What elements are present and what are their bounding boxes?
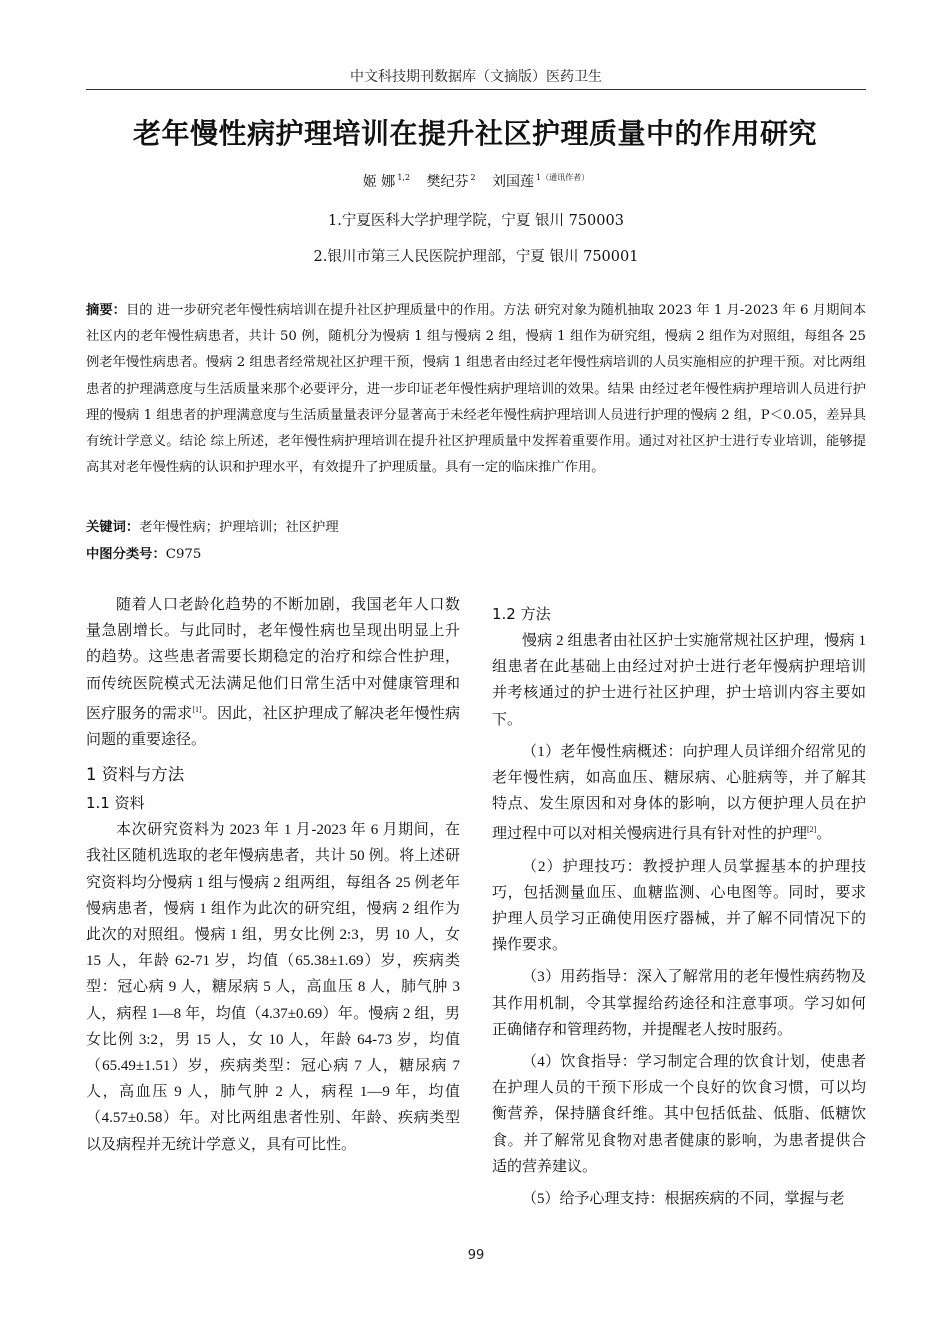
header-rule: [86, 89, 866, 90]
left-column: [86, 592, 460, 1158]
training-item-3: （3）用药指导：深入了解常用的老年慢性病药物及其作用机制，令其掌握给药途径和注意事项。学习如何正确储存和管理药物，并提醒老人按时服药。: [492, 969, 866, 1038]
keywords-text: 老年慢性病；护理培训；社区护理: [139, 520, 339, 535]
training-item-4: （4）饮食指导：学习制定合理的饮食计划，使患者在护理人员的干预下形成一个良好的饮食习惯，可以均衡营养，保持膳食纤维。其中包括低盐、低脂、低糖饮食。并了解常见食物对患者健康的影响，为患者提供合适的营养建议。: [492, 1054, 866, 1175]
abstract: [86, 298, 866, 481]
training-item-5: （5）给予心理支持：根据疾病的不同，掌握与老: [522, 1191, 845, 1208]
training-item-1: （1）老年慢性病概述：向护理人员详细介绍常见的老年慢性病，如高血压、糖尿病、心脏病等，并了解其特点、发生原因和对身体的影响，以方便护理人员在护理过程中可以对相关慢病进行具有针对性的护理[2]。: [492, 743, 866, 843]
affiliation-2: 2.银川市第三人民医院护理部，宁夏 银川 750001: [313, 249, 639, 265]
methods-paragraph: 慢病 2 组患者由社区护士实施常规社区护理，慢病 1 组患者在此基础上由经过对护士进行老年慢病护理培训并考核通过的护士进行社区护理，护士培训内容主要如下。: [492, 633, 866, 728]
subsection-heading-1-1: 1.1 资料: [86, 794, 145, 813]
author-1: 姬 娜 $^{1,2}$: [362, 173, 411, 190]
affiliation-1: 1.宁夏医科大学护理学院，宁夏 银川 750003: [328, 213, 624, 229]
author-list: [86, 171, 866, 191]
materials-paragraph: 本次研究资料为 2023 年 1 月-2023 年 6 月期间，在我社区随机选取的老年慢病患者，共计 50 例。将上述研究资料均分慢病 1 组与慢病 2 组两组，每组各 25 例老年慢病患者，慢病 1 组作为此次的研究组，慢病 2 组作为此次的对照组。慢病 1 组，男女比例 2:3，男 10 人，女 15 人，年龄 62-71 岁，均值（65.38±1.69）岁，疾病类型：冠心病 9 人，糖尿病 5 人，高血压 8 人，肺气肿 3 人，病程 1—8 年，均值（4.37±0.69）年。慢病 2 组，男女比例 3:2，男 15 人，女 10 人，年龄 64-73 岁，均值（65.49±1.51）岁，疾病类型：冠心病 7 人，糖尿病 7 人，高血压 9 人，肺气肿 2 人，病程 1—9 年，均值（4.57±0.58）年。对比两组患者性别、年龄、疾病类型以及病程并无统计学意义，具有可比性。: [86, 822, 460, 1153]
citation-ref-1: [1]: [192, 704, 202, 714]
paper-title: 老年慢性病护理培训在提升社区护理质量中的作用研究: [132, 117, 817, 150]
clc-number: [86, 543, 866, 562]
author-3: 刘国莲 $^{1(通讯作者)}$: [492, 173, 590, 190]
right-column: [492, 602, 866, 1212]
journal-header: 中文科技期刊数据库（文摘版）医药卫生: [350, 69, 602, 85]
citation-ref-2: [2]: [807, 825, 817, 835]
keywords-label: 关键词：: [86, 520, 140, 535]
keywords: [86, 516, 866, 535]
page-number: 99: [467, 1248, 485, 1263]
author-2: 樊纪芬 $^2$: [426, 173, 476, 190]
intro-paragraph: 随着人口老龄化趋势的不断加剧，我国老年人口数量急剧增长。与此同时，老年慢性病也呈现出明显上升的趋势。这些患者需要长期稳定的治疗和综合性护理，而传统医院模式无法满足他们日常生活中对健康管理和医疗服务的需求[1]。因此，社区护理成了解决老年慢性病问题的重要途径。: [86, 597, 460, 749]
abstract-label: 摘要：: [86, 303, 126, 318]
training-item-2: （2）护理技巧：教授护理人员掌握基本的护理技巧，包括测量血压、血糖监测、心电图等。同时，要求护理人员学习正确使用医疗器械，并了解不同情况下的操作要求。: [492, 858, 866, 954]
clc-label: 中图分类号：: [86, 547, 166, 562]
section-heading-1: 1 资料与方法: [86, 765, 185, 785]
subsection-heading-1-2: 1.2 方法: [492, 605, 551, 623]
abstract-text: 目的 进一步研究老年慢性病培训在提升社区护理质量中的作用。方法 研究对象为随机抽取 2023 年 1 月-2023 年 6 月期间本社区内的老年慢性病患者，共计 50 例，随机分为慢病 1 组与慢病 2 组，慢病 1 组作为研究组，慢病 2 组作为对照组，每组各 25 例老年慢性病患者。慢病 2 组患者经常规社区护理干预，慢病 1 组患者由经过老年慢性病培训的人员实施相应的护理干预。对比两组患者的护理满意度与生活质量来那个必要评分，进一步印证老年慢性病护理培训的效果。结果 由经过老年慢性病护理培训人员进行护理的慢病 1 组患者的护理满意度与生活质量量表评分显著高于未经老年慢性病护理培训人员进行护理的慢病 2 组，P＜0.05，差异具有统计学意义。结论 综上所述，老年慢性病护理培训在提升社区护理质量中发挥着重要作用。通过对社区护士进行专业培训，能够提高其对老年慢性病的认识和护理水平，有效提升了护理质量。具有一定的临床推广作用。: [86, 303, 866, 476]
clc-text: C975: [165, 547, 202, 562]
